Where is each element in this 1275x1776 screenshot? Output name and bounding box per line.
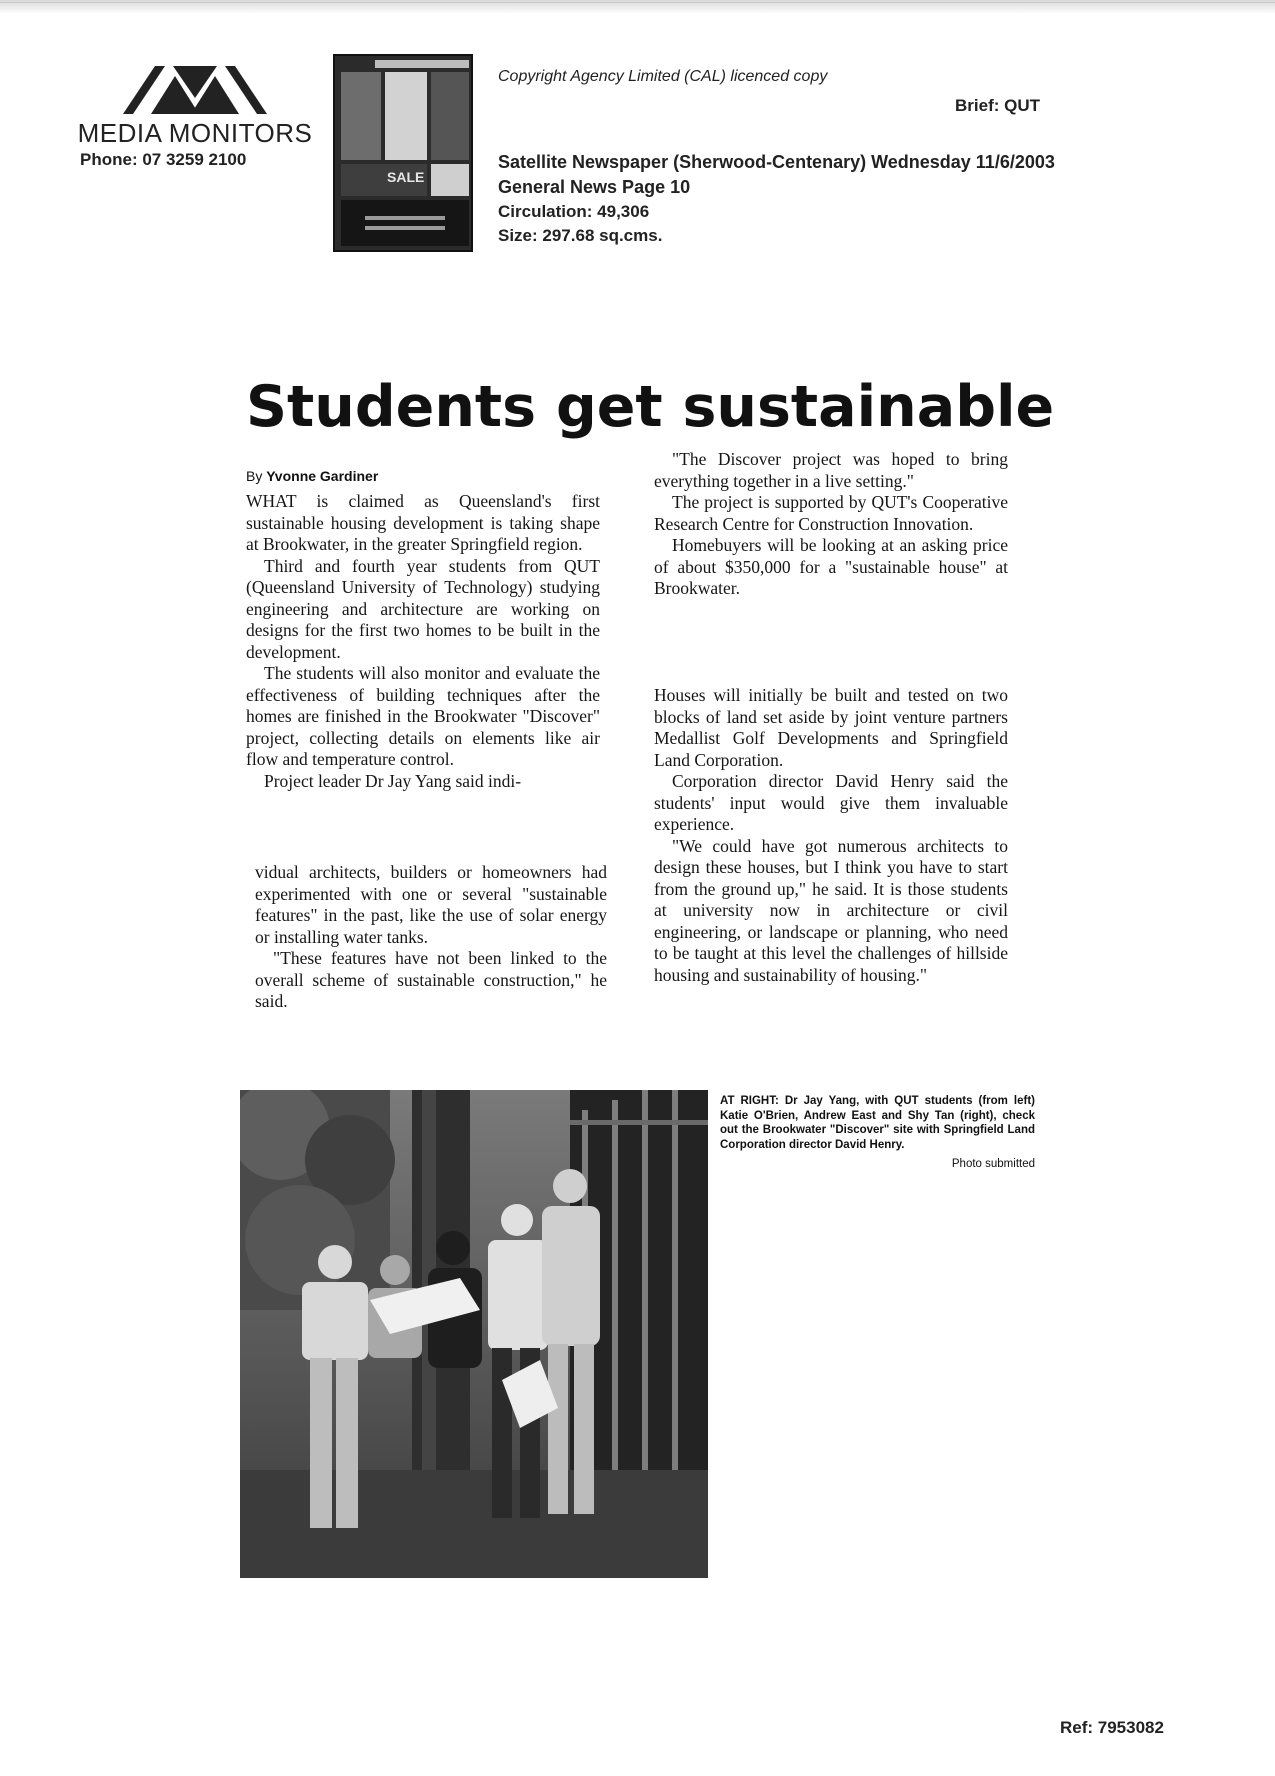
paragraph: Project leader Dr Jay Yang said indi- (264, 770, 522, 791)
thumbnail-column (431, 164, 469, 196)
phone-number: Phone: 07 3259 2100 (80, 150, 247, 169)
thumbnail-footer-line (365, 216, 445, 220)
photo-caption: AT RIGHT: Dr Jay Yang, with QUT students (from left) Katie O'Brien, Andrew East and Shy Tan (right), check out the Brookwater "Discover" site with Springfield Land Corporation director David Henry. (720, 1095, 1035, 1151)
thumbnail-column (385, 72, 427, 160)
paragraph: Homebuyers will be looking at an asking price of about $350,000 for a "sustainable house" at Brookwater. (654, 535, 1008, 598)
article-column-2 (255, 862, 607, 1013)
byline-prefix: By (246, 468, 263, 484)
thumbnail-footer-line (365, 226, 445, 230)
byline-author: Yvonne Gardiner (266, 468, 379, 484)
copyright-notice: Copyright Agency Limited (CAL) licenced copy (498, 68, 828, 85)
section-page: General News Page 10 (498, 177, 691, 197)
publication-line: Satellite Newspaper (Sherwood-Centenary) Wednesday 11/6/2003 (498, 152, 1055, 172)
reference-number: Ref: 7953082 (1060, 1718, 1164, 1737)
paragraph: Third and fourth year students from QUT (Queensland University of Technology) studying engineering and architecture are working on designs for the first two homes to be built in the development. (246, 555, 600, 662)
clipping-size: Size: 297.68 sq.cms. (498, 226, 663, 245)
circulation: Circulation: 49,306 (498, 202, 650, 221)
page-thumbnail (333, 54, 473, 252)
paragraph: "We could have got numerous architects to design these houses, but I think you have to start from the ground up," he said. It is those students at university now in architecture or civil engineering, or landscape or planning, who need to be taught at this level the challenges of hillside housing and sustainability of housing." (654, 835, 1008, 985)
thumbnail-photo (431, 72, 469, 160)
photo-scene (240, 1090, 708, 1578)
article-headline: Students get sustainable (246, 374, 1055, 440)
media-monitors-logo (70, 62, 320, 172)
scan-line (0, 2, 1275, 3)
article-column-1 (246, 491, 600, 792)
paragraph: vidual architects, builders or homeowners had experimented with one or several "sustainable features" in the past, like the use of solar energy or installing water tanks. (255, 862, 607, 947)
article-column-3 (654, 449, 1008, 600)
paragraph: Corporation director David Henry said the students' input would give them invaluable experience. (654, 771, 1008, 834)
article-column-4 (654, 685, 1008, 986)
logo-name: MEDIA MONITORS (77, 118, 313, 148)
paragraph: "The Discover project was hoped to bring everything together in a live setting." (654, 449, 1008, 491)
brief-label: Brief: QUT (955, 96, 1040, 115)
paragraph: The students will also monitor and evaluate the effectiveness of building techniques after the homes are finished in the Brookwater "Discover" project, collecting details on elements like air flow and temperature control. (246, 663, 600, 769)
thumbnail-headline-bar (375, 60, 469, 68)
paragraph: WHAT is claimed as Queensland's first sustainable housing development is taking shape at Brookwater, in the greater Springfield region. (246, 491, 600, 554)
media-monitors-mark-icon (115, 62, 275, 118)
photo-credit: Photo submitted (951, 1158, 1035, 1170)
article-photo (240, 1090, 708, 1578)
paragraph: "These features have not been linked to the overall scheme of sustainable construction," he said. (255, 948, 607, 1011)
byline (246, 468, 378, 484)
thumbnail-column (341, 72, 381, 160)
paragraph: The project is supported by QUT's Cooperative Research Centre for Construction Innovation. (654, 492, 1008, 534)
thumbnail-footer-advert (341, 200, 469, 246)
paragraph: Houses will initially be built and tested on two blocks of land set aside by joint venture partners Medallist Golf Developments and Springfield Land Corporation. (654, 685, 1008, 770)
thumbnail-sale-text: SALE (387, 169, 425, 185)
